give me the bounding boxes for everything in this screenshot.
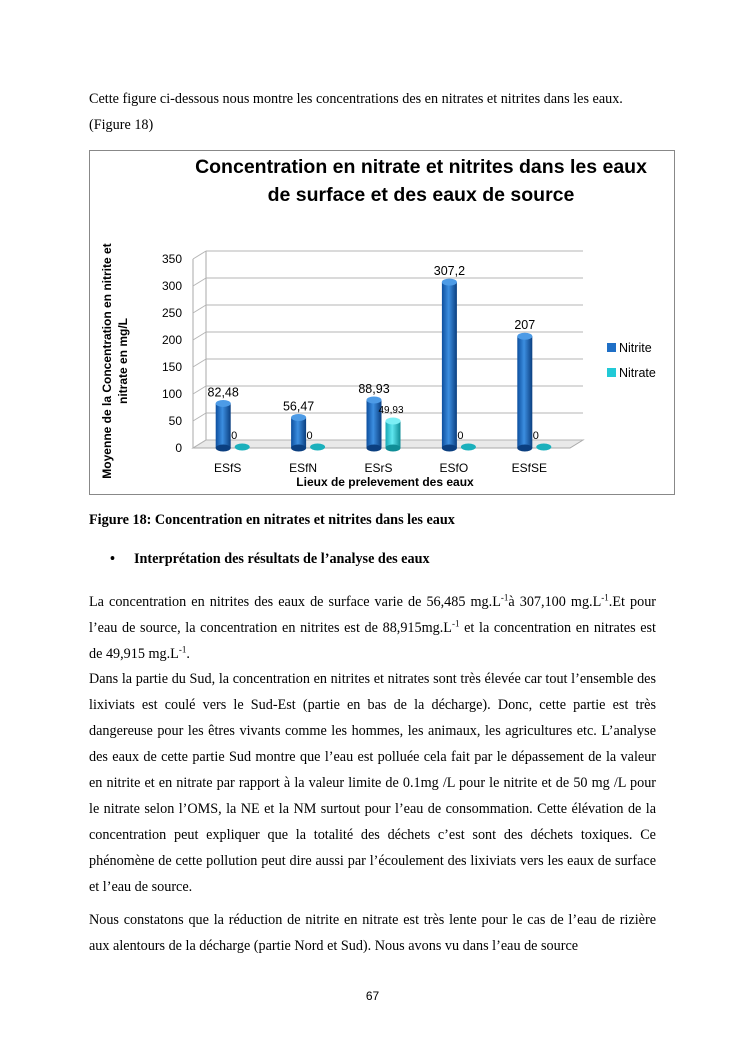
chart-y-axis-label: Moyenne de la Concentration en nitrite et nitrate en mg/L (100, 243, 130, 479)
p1-sup-3: -1 (451, 618, 460, 629)
chart-y-tick-label: 100 (161, 387, 182, 401)
intro-line-1: Cette figure ci-dessous nous montre les concentrations des en nitrates et nitrites dans les eaux. (89, 91, 623, 107)
chart-data-label-nitrate: 0 (532, 430, 539, 442)
p1-text-3: .Et (608, 594, 625, 610)
p2-line: Cette élévation de la concentration peut expliquer que la totalité des déchets c’est sont des (89, 801, 657, 843)
p1-sup-1: -1 (500, 592, 509, 603)
p2-line: déchets toxiques. Ce phénomène de cette pollution peut dire aussi par l’écoulement des lixiviats (89, 827, 656, 869)
chart-bar-base-nitrate (386, 445, 401, 452)
chart-bar-nitrite (216, 403, 231, 448)
p2-line: Dans la partie du Sud, la concentration en nitrites et nitrates sont très élevée car tout l’ensemble (89, 671, 634, 687)
p1-text-5: et la concentration en (459, 620, 590, 636)
chart-y-tick-label: 50 (168, 414, 182, 428)
chart-x-axis-label: Lieux de prelevement des eaux (296, 475, 474, 489)
chart-gridline-side (193, 359, 206, 367)
chart-gridline-side (193, 386, 206, 394)
p2-line: des lixiviats est coulé vers le Sud-Est (partie en bas de la décharge). Donc, cette partie est très (89, 671, 656, 713)
p3-line: rizière aux alentours de la décharge (partie Nord et Sud). Nous avons vu dans l’eau de source (89, 912, 657, 954)
legend-swatch-nitrite (607, 343, 616, 352)
chart-y-tick-label: 350 (161, 252, 182, 266)
chart-gridline-side (193, 278, 206, 286)
chart-gridline-side (193, 413, 206, 421)
p2-line: dangereuse pour les êtres vivants comme les hommes, les animaux, les agricultures etc. (89, 723, 597, 739)
chart-x-tick-label: ESfSE (511, 461, 547, 475)
p1-text-1: La concentration en nitrites des eaux de surface varie de 56,485 mg.L (89, 594, 501, 610)
chart-data-label-nitrite: 88,93 (358, 381, 390, 396)
p2-line: L’analyse des eaux de cette partie Sud montre que l’eau est polluée cela fait par le dépassement (89, 723, 656, 765)
p3-line: Nous constatons que la réduction de nitrite en nitrate est très lente pour le cas de l’eau de (89, 912, 615, 928)
chart-bar-top-nitrite (216, 400, 231, 407)
paragraph-2 (89, 666, 656, 900)
section-heading-text: Interprétation des résultats de l’analyse des eaux (134, 551, 430, 567)
p2-line: 50 mg /L pour le nitrate selon l’OMS, la NE et la NM surtout pour l’eau de consommation. (89, 775, 657, 817)
chart-bar-base-nitrite (291, 445, 306, 452)
chart-x-tick-label: ESfS (214, 461, 242, 475)
chart-bar-top-nitrite (291, 414, 306, 421)
intro-line-2: (Figure 18) (89, 117, 154, 133)
chart-gridline-side (193, 251, 206, 259)
chart-data-label-nitrite: 207 (514, 318, 536, 333)
paragraph-3 (89, 907, 656, 959)
chart-data-label-nitrite: 307,2 (433, 264, 466, 279)
chart-bar-nitrite (442, 282, 457, 448)
chart-x-tick-label: ESfN (289, 461, 318, 475)
figure-18-chart (89, 150, 675, 495)
chart-bar-top-nitrite (367, 396, 382, 403)
chart-bar-nitrite (517, 336, 532, 448)
p2-line: de la valeur en nitrite et en nitrate par rapport à la valeur limite de 0.1mg /L pour le nitrite et de (89, 749, 657, 791)
chart-bar-base-nitrite (517, 445, 532, 452)
legend-swatch-nitrate (607, 368, 616, 377)
chart-title: Concentration en nitrate et nitrites dans les eaux de surface et des eaux de source (195, 156, 647, 206)
chart-data-label-nitrate: 0 (306, 430, 313, 442)
p1-text-6: nitrates est de 49,915 mg.L (89, 620, 657, 662)
p2-line: vers les eaux de surface et l’eau de source. (89, 853, 657, 895)
figure-caption: Figure 18: Concentration en nitrates et nitrites dans les eaux (89, 512, 455, 528)
chart-plot-area (90, 151, 674, 494)
chart-x-tick-label: ESrS (364, 461, 393, 475)
chart-data-label-nitrite: 82,48 (207, 385, 239, 400)
chart-x-tick-label: ESfO (439, 461, 469, 475)
intro-paragraph (89, 86, 656, 138)
chart-y-tick-label: 250 (161, 306, 182, 320)
chart-y-tick-label: 150 (161, 360, 182, 374)
chart-y-tick-label: 0 (175, 441, 182, 455)
chart-data-label-nitrate: 0 (231, 430, 238, 442)
chart-bar-nitrate-zero (235, 444, 250, 451)
chart-bar-nitrate-zero (461, 444, 476, 451)
chart-bar-base-nitrite (216, 445, 231, 452)
chart-bar-nitrate-zero (536, 444, 551, 451)
p1-text-4: pour l’eau de source, la concentration en nitrites est de 88,915mg.L (89, 594, 657, 636)
chart-bar-nitrate-zero (310, 444, 325, 451)
chart-bar-base-nitrite (442, 445, 457, 452)
legend-item-nitrate (607, 360, 656, 385)
chart-bar-top-nitrite (517, 333, 532, 340)
chart-bar-top-nitrite (442, 279, 457, 286)
chart-bar-nitrate (386, 421, 401, 448)
legend-item-nitrite (607, 335, 656, 360)
chart-legend (607, 335, 656, 385)
legend-label-nitrite: Nitrite (619, 340, 652, 355)
chart-bar-top-nitrate (386, 418, 401, 425)
chart-data-label-nitrate: 0 (457, 430, 464, 442)
page-number: 67 (365, 989, 380, 1003)
p1-sup-2: -1 (601, 592, 609, 603)
chart-gridline-side (193, 332, 206, 340)
chart-y-tick-label: 300 (161, 279, 182, 293)
p1-text-2: à 307,100 mg.L (508, 594, 602, 610)
chart-y-tick-label: 200 (161, 333, 182, 347)
chart-data-label-nitrite: 56,47 (282, 399, 315, 414)
p1-sup-4: -1 (178, 644, 187, 655)
chart-data-label-nitrate: 49,93 (378, 405, 404, 417)
chart-bar-base-nitrite (367, 445, 382, 452)
paragraph-1 (89, 589, 656, 667)
bullet-icon: • (110, 551, 115, 567)
chart-bar-nitrite (291, 418, 306, 448)
p1-text-7: . (186, 646, 190, 662)
legend-label-nitrate: Nitrate (619, 365, 656, 380)
chart-gridline-side (193, 305, 206, 313)
